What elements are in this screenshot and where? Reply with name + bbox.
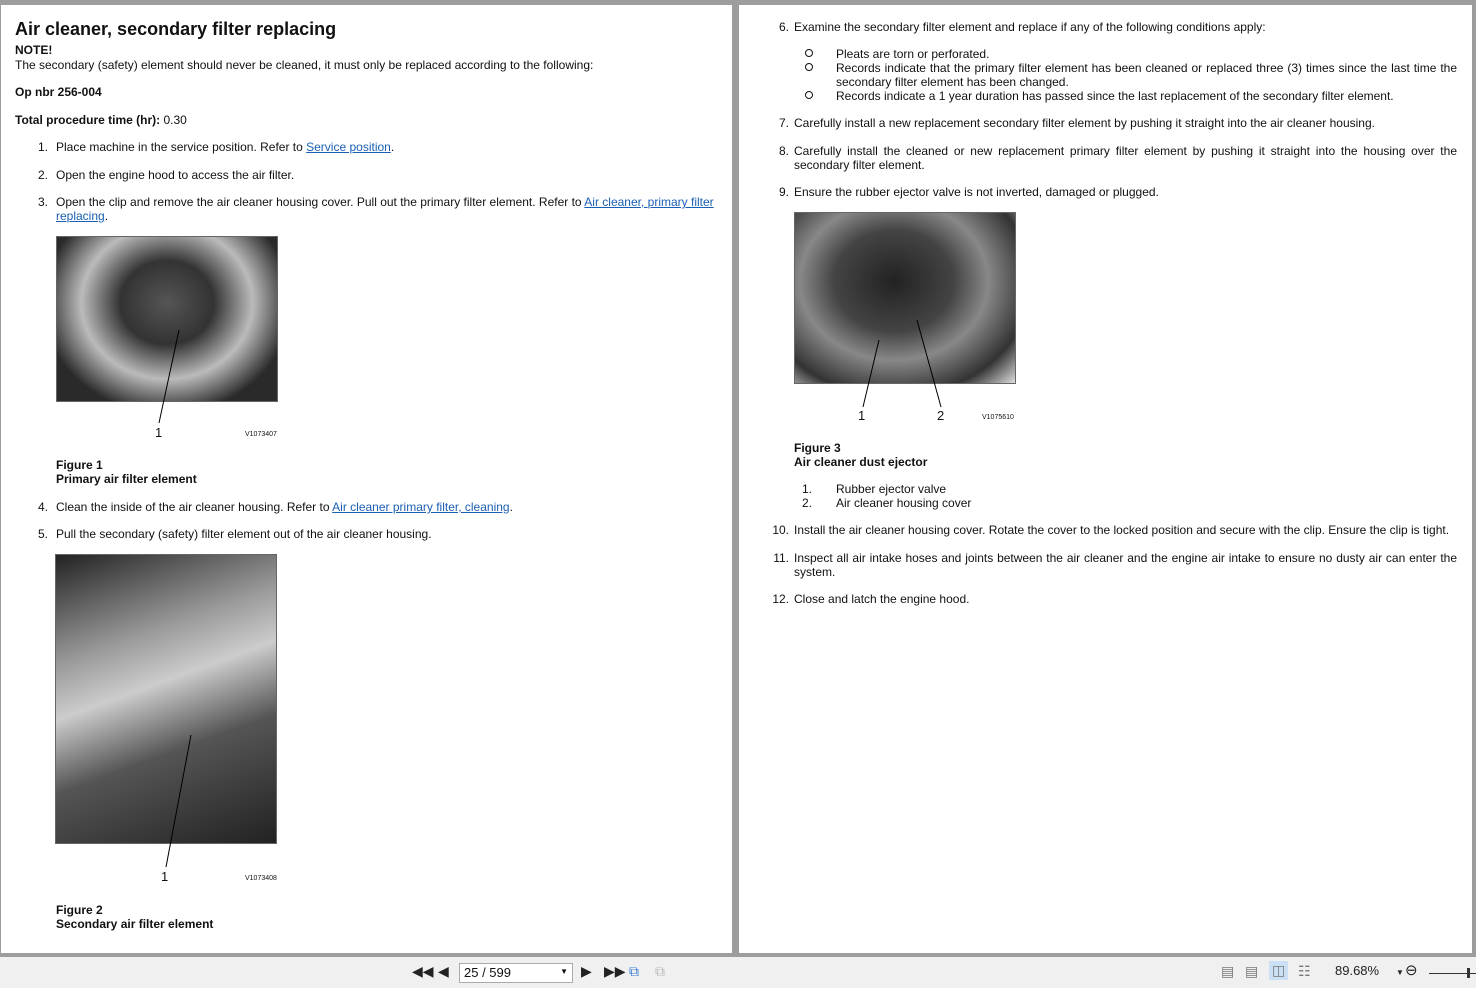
next-page-icon[interactable]: ▶ bbox=[581, 963, 592, 979]
step-number: 9. bbox=[778, 185, 789, 199]
step-5: Pull the secondary (safety) filter element out of the air cleaner housing. bbox=[56, 527, 432, 541]
continuous-page-icon[interactable]: ▤ bbox=[1245, 963, 1259, 979]
previous-view-icon[interactable]: ⧉ bbox=[629, 963, 639, 979]
figure-1-callout: 1 bbox=[155, 425, 163, 440]
step-10: Install the air cleaner housing cover. Rotate the cover to the locked position and secure with the clip. Ensure the clip is tight. bbox=[794, 523, 1450, 537]
condition-item: Records indicate that the primary filter element has been cleaned or replaced three (3) times since the last time the bbox=[836, 61, 1457, 75]
zoom-slider-handle[interactable] bbox=[1467, 968, 1470, 978]
step-6: Examine the secondary filter element and replace if any of the following conditions apply: bbox=[794, 20, 1266, 34]
step-2: Open the engine hood to access the air filter. bbox=[56, 168, 295, 182]
time-value: 0.30 bbox=[163, 113, 187, 127]
page-title: Air cleaner, secondary filter replacing bbox=[15, 19, 337, 39]
step-number: 1. bbox=[37, 140, 48, 154]
step-number: 2. bbox=[37, 168, 48, 182]
figure-3-caption: Air cleaner dust ejector bbox=[794, 455, 928, 469]
last-page-icon[interactable]: ▶▶ bbox=[604, 963, 626, 979]
primary-filter-link-cont[interactable]: replacing bbox=[56, 209, 105, 223]
condition-item-cont: secondary filter element has been changed. bbox=[836, 75, 1069, 89]
step-number: 7. bbox=[778, 116, 789, 130]
cleaning-link[interactable]: Air cleaner primary filter, cleaning bbox=[332, 500, 510, 514]
condition-item: Pleats are torn or perforated. bbox=[836, 47, 990, 61]
time-label: Total procedure time (hr): bbox=[15, 113, 161, 127]
viewer-toolbar bbox=[0, 957, 1476, 988]
step-8: Carefully install the cleaned or new replacement primary filter element by pushing it straight into the housing over the bbox=[794, 144, 1457, 158]
right-page bbox=[739, 5, 1472, 953]
legend-item: Rubber ejector valve bbox=[836, 482, 947, 496]
step-12: Close and latch the engine hood. bbox=[794, 592, 970, 606]
step-9: Ensure the rubber ejector valve is not inverted, damaged or plugged. bbox=[794, 185, 1159, 199]
step-4: Clean the inside of the air cleaner housing. Refer to Air cleaner primary filter, cleaning. bbox=[56, 500, 513, 514]
left-page bbox=[1, 5, 732, 953]
two-page-icon[interactable]: ◫ bbox=[1269, 961, 1288, 980]
first-page-icon[interactable]: ◀◀ bbox=[412, 963, 434, 979]
figure-3-code: V1075610 bbox=[982, 414, 1014, 421]
legend-item: Air cleaner housing cover bbox=[836, 496, 972, 510]
figure-3-callout-1: 1 bbox=[858, 408, 866, 423]
step-1: Place machine in the service position. Refer to Service position. bbox=[56, 140, 395, 154]
step-8-cont: secondary filter element. bbox=[794, 158, 925, 172]
step-3: Open the clip and remove the air cleaner housing cover. Pull out the primary filter element. Refer to Air cleaner, primary filter replacing. bbox=[56, 195, 714, 223]
figure-3-callout-2: 2 bbox=[937, 408, 945, 423]
single-page-icon[interactable]: ▤ bbox=[1221, 963, 1235, 979]
step-7: Carefully install a new replacement secondary filter element by pushing it straight into the air cleaner housing. bbox=[794, 116, 1375, 130]
step-number: 10. bbox=[772, 523, 789, 537]
note-text: The secondary (safety) element should never be cleaned, it must only be replaced according to the following: bbox=[15, 58, 594, 72]
zoom-level[interactable]: 89.68% bbox=[1335, 963, 1380, 978]
chevron-down-icon[interactable]: ▼ bbox=[560, 967, 568, 976]
legend-number: 1. bbox=[801, 482, 812, 496]
zoom-out-icon[interactable]: ⊖ bbox=[1405, 962, 1418, 979]
figure-2-label: Figure 2 bbox=[56, 903, 103, 917]
step-number: 11. bbox=[773, 551, 789, 565]
figure-2-code: V1073408 bbox=[245, 875, 277, 882]
legend-number: 2. bbox=[801, 496, 812, 510]
figure-2-callout-line bbox=[1, 5, 732, 953]
figure-2-caption: Secondary air filter element bbox=[56, 917, 214, 931]
two-page-continuous-icon[interactable]: ☷ bbox=[1298, 963, 1311, 979]
previous-page-icon[interactable]: ◀ bbox=[438, 963, 449, 979]
page-indicator: 25 / 599 bbox=[464, 965, 511, 980]
figure-3-callout-lines bbox=[739, 5, 1472, 953]
figure-2-callout: 1 bbox=[161, 869, 169, 884]
step-11-cont: system. bbox=[794, 565, 836, 579]
step-11: Inspect all air intake hoses and joints between the air cleaner and the engine air intake to ensure no dusty air can enter the bbox=[794, 551, 1457, 565]
step-number: 6. bbox=[778, 20, 789, 34]
op-number: Op nbr 256-004 bbox=[15, 85, 102, 99]
step-number: 4. bbox=[37, 500, 48, 514]
service-position-link[interactable]: Service position bbox=[306, 140, 391, 154]
page-number-input[interactable] bbox=[459, 963, 573, 983]
primary-filter-link[interactable]: Air cleaner, primary filter bbox=[584, 195, 714, 209]
figure-1-code: V1073407 bbox=[245, 431, 277, 438]
figure-3-label: Figure 3 bbox=[794, 441, 841, 455]
zoom-dropdown-icon[interactable]: ▼ bbox=[1396, 968, 1404, 977]
step-number: 12. bbox=[772, 592, 789, 606]
step-number: 8. bbox=[778, 144, 789, 158]
figure-1-label: Figure 1 bbox=[56, 458, 103, 472]
next-view-icon[interactable]: ⧉ bbox=[655, 963, 665, 979]
note-label: NOTE! bbox=[15, 43, 53, 57]
step-number: 3. bbox=[37, 195, 48, 209]
step-number: 5. bbox=[37, 527, 48, 541]
condition-item: Records indicate a 1 year duration has passed since the last replacement of the secondary filter element. bbox=[836, 89, 1394, 103]
figure-1-caption: Primary air filter element bbox=[56, 472, 197, 486]
